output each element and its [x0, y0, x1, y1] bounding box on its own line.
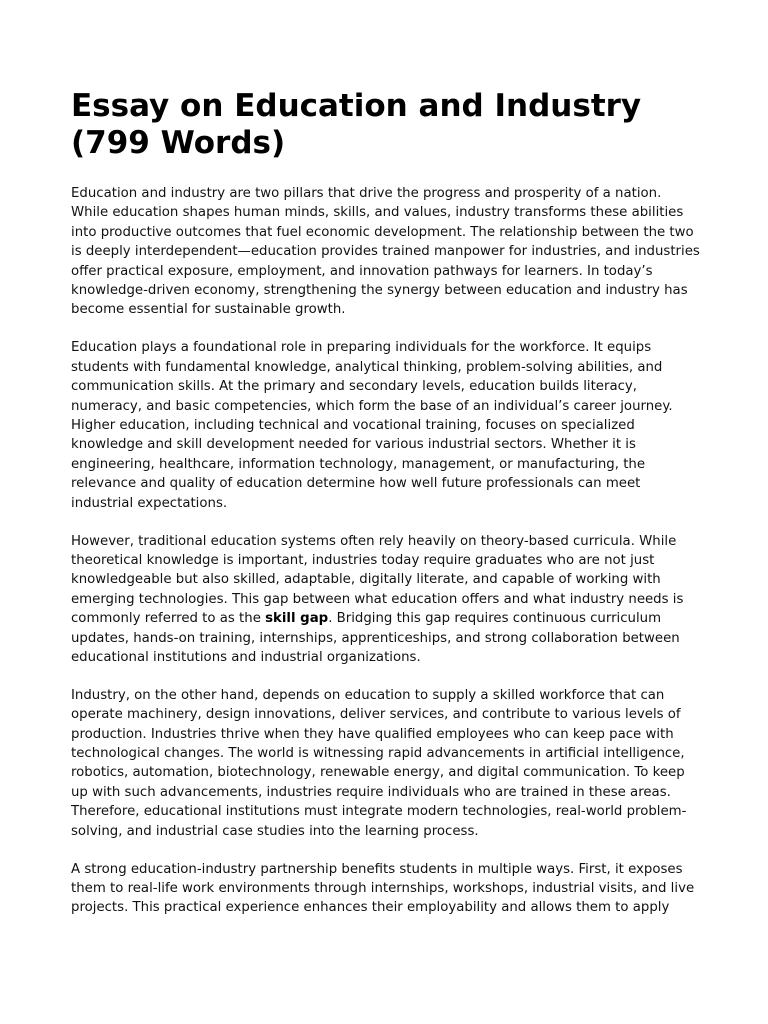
skill-gap-term: skill gap — [265, 611, 329, 627]
paragraph-2: Education plays a foundational role in preparing individuals for the workforce. It equips students with fundamental knowledge, analytical thinking, problem-solving abilities, and communication skills. At the primary and secondary levels, education builds literacy, numeracy, and basic competencies, which form the base of an individual’s career journey. Higher education, including technical and vocational training, focuses on specialized knowledge and skill development needed for various industrial sectors. Whether it is engineering, healthcare, information technology, management, or manufacturing, the relevance and quality of education determine how well future professionals can meet industrial expectations. — [71, 340, 673, 511]
paragraph-3-text-start: However, traditional education systems often rely heavily on theory-based curricula. While theoretical knowledge is important, industries today require graduates who are not just knowledgeable but also skilled, adaptable, digitally literate, and capable of working with emerging technologies. This gap between what education offers and what industry needs is commonly referred to as the — [71, 533, 684, 627]
paragraph-5: A strong education-industry partnership benefits students in multiple ways. First, it exposes them to real-life work environments through internships, workshops, industrial visits, and live projects. This practical experience enhances their employability and allows them to apply — [71, 861, 695, 916]
paragraph-4: Industry, on the other hand, depends on education to supply a skilled workforce that can operate machinery, design innovations, deliver services, and contribute to various levels of production. Industries thrive when they have qualified employees who can keep pace with technological changes. The world is witnessing rapid advancements in artificial intelligence, robotics, automation, biotechnology, renewable energy, and digital communication. To keep up with such advancements, industries require individuals who are trained in these areas. Therefore, educational institutions must integrate modern technologies, real-world problem-solving, and industrial case studies into the learning process. — [71, 687, 687, 839]
paragraph-1: Education and industry are two pillars that drive the progress and prosperity of a nation. While education shapes human minds, skills, and values, industry transforms these abilities into productive outcomes that fuel economic development. The relationship between the two is deeply interdependent—education provides trained manpower for industries, and industries offer practical exposure, employment, and innovation pathways for learners. In today’s knowledge-driven economy, strengthening the synergy between education and industry has become essential for sustainable growth. — [71, 186, 700, 318]
paragraph-3 — [71, 532, 701, 668]
document-page — [71, 88, 701, 936]
essay-title: Essay on Education and Industry (799 Words) — [71, 88, 642, 161]
paragraph-3-text-end: . Bridging this gap requires continuous curriculum updates, hands-on training, internships, apprenticeships, and strong collaboration between educational institutions and industrial organizations. — [71, 611, 680, 665]
